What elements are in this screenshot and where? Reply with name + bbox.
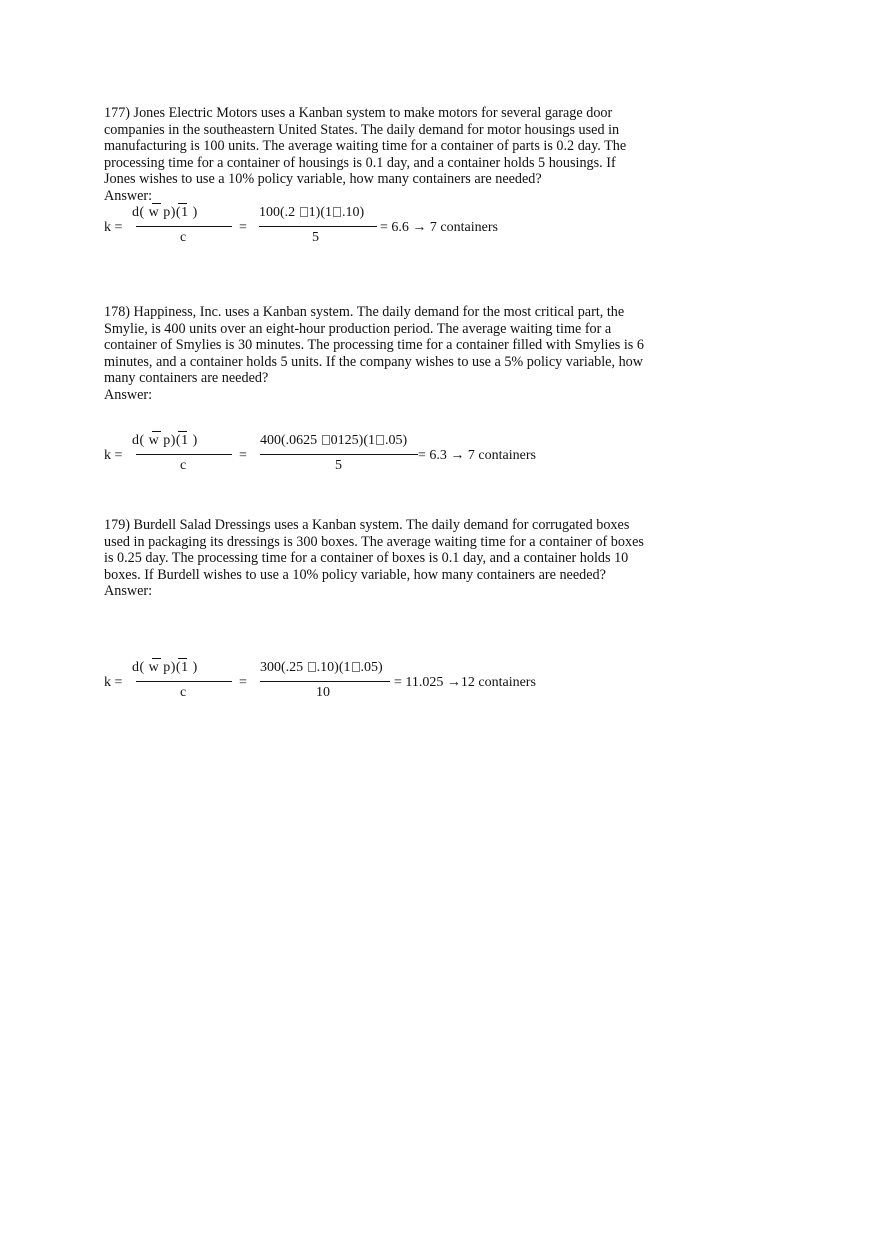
formula-178 (104, 433, 664, 493)
formula-179-general-denominator: c (180, 685, 187, 700)
formula-179-p-overbar (178, 658, 187, 659)
formula-179-k-label: k = (104, 675, 123, 690)
question-179-answer-label: Answer: (104, 583, 153, 600)
formula-177-num-part-1: 100(.2 (259, 205, 299, 220)
missing-glyph-icon (376, 435, 384, 445)
formula-179 (104, 660, 664, 720)
formula-178-w-overbar (152, 431, 161, 432)
formula-179-result: = 11.025 →12 containers (394, 675, 536, 690)
formula-177-result: = 6.6 → 7 containers (380, 220, 498, 235)
question-179 (104, 517, 644, 600)
formula-177-general-fraction-bar (136, 226, 232, 227)
formula-179-w-overbar (152, 658, 161, 659)
formula-177-specific-denominator: 5 (312, 230, 319, 245)
question-178-answer-label: Answer: (104, 386, 153, 403)
missing-glyph-icon (333, 207, 341, 217)
formula-178-general-numerator (132, 433, 198, 449)
formula-177 (104, 205, 664, 265)
formula-178-specific-numerator (260, 433, 407, 449)
formula-178-num-part-1: 400(.0625 (260, 433, 321, 448)
formula-178-general-denominator: c (180, 458, 187, 473)
formula-177-p-overbar (178, 203, 187, 204)
formula-177-specific-numerator (259, 205, 364, 221)
formula-177-w-overbar (152, 203, 161, 204)
question-177 (104, 105, 644, 205)
formula-177-num-part-3: .10) (342, 205, 365, 220)
formula-179-equals: = (239, 675, 247, 690)
question-177-text: 177) Jones Electric Motors uses a Kanban system to make motors for several garage door companies in the southeastern United States. The daily demand for motor housings used in manufacturing is 100 units. The average waiting time for a container of parts is 0.2 day. The processing time for a container of housings is 0.1 day, and a container holds 5 housings. If Jones wishes to use a 10% policy variable, how many containers are needed? (104, 105, 627, 188)
formula-179-general-fraction-bar (136, 681, 232, 682)
formula-179-num-part-2: .10)(1 (316, 660, 351, 675)
formula-178-p-overbar (178, 431, 187, 432)
formula-178-result: = 6.3 → 7 containers (418, 448, 536, 463)
formula-177-general-denominator: c (180, 230, 187, 245)
missing-glyph-icon (300, 207, 308, 217)
formula-178-specific-denominator: 5 (335, 458, 342, 473)
formula-179-specific-numerator (260, 660, 383, 676)
missing-glyph-icon (322, 435, 330, 445)
formula-179-num-part-3: .05) (360, 660, 383, 675)
missing-glyph-icon (308, 662, 316, 672)
formula-179-specific-denominator: 10 (316, 685, 330, 700)
missing-glyph-icon (352, 662, 360, 672)
formula-178-equals: = (239, 448, 247, 463)
formula-179-general-numerator-text: d( w p)(1 ) (132, 660, 198, 675)
formula-179-specific-fraction-bar (260, 681, 390, 682)
question-177-answer-label: Answer: (104, 187, 153, 204)
formula-177-general-numerator-text: d( w p)(1 ) (132, 205, 198, 220)
question-178 (104, 304, 644, 404)
formula-179-general-numerator (132, 660, 198, 676)
formula-178-num-part-2: 0125)(1 (330, 433, 375, 448)
formula-177-equals: = (239, 220, 247, 235)
question-179-text: 179) Burdell Salad Dressings uses a Kanban system. The daily demand for corrugated boxes used in packaging its dressings is 300 boxes. The average waiting time for a container of boxes is 0.25 day. The processing time for a container of boxes is 0.1 day, and a container holds 10 boxes. If Burdell wishes to use a 10% policy variable, how many containers are needed? (104, 517, 644, 583)
formula-177-general-numerator (132, 205, 198, 221)
formula-178-general-numerator-text: d( w p)(1 ) (132, 433, 198, 448)
formula-178-specific-fraction-bar (260, 454, 418, 455)
question-178-text: 178) Happiness, Inc. uses a Kanban system. The daily demand for the most critical part, the Smylie, is 400 units over an eight-hour production period. The average waiting time for a container of Smylies is 30 minutes. The processing time for a container filled with Smylies is 6 minutes, and a container holds 5 units. If the company wishes to use a 5% policy variable, how many containers are needed? (104, 304, 644, 387)
formula-177-num-part-2: 1)(1 (308, 205, 332, 220)
formula-179-num-part-1: 300(.25 (260, 660, 307, 675)
formula-177-k-label: k = (104, 220, 123, 235)
formula-178-k-label: k = (104, 448, 123, 463)
formula-178-general-fraction-bar (136, 454, 232, 455)
formula-177-specific-fraction-bar (259, 226, 377, 227)
formula-178-num-part-3: .05) (385, 433, 408, 448)
